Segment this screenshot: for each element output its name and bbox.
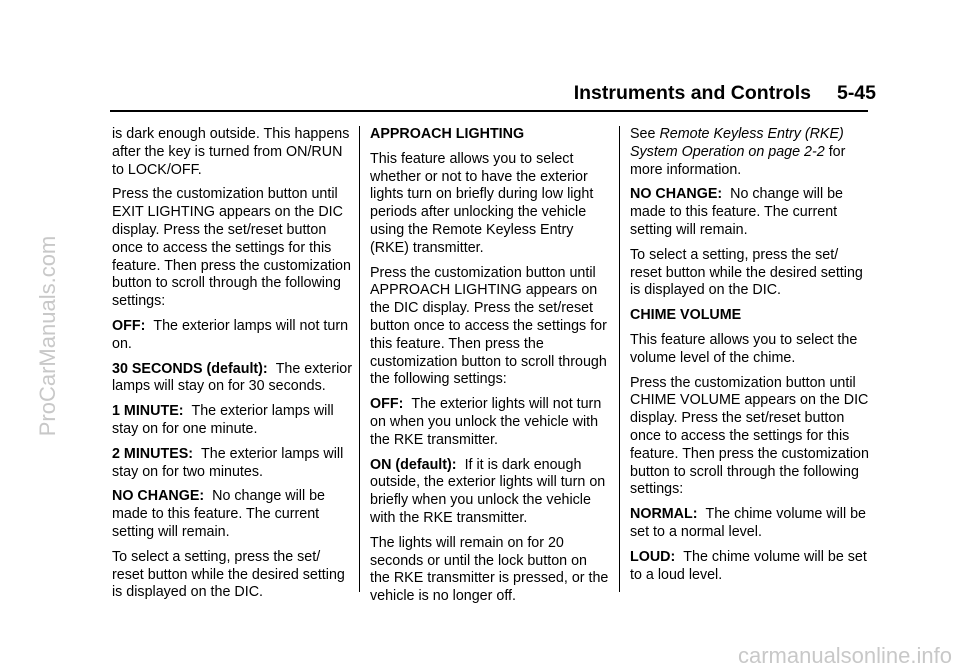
term-text: The exterior lights will not turn on when you unlock the vehicle with the RKE transmitter. (370, 396, 602, 448)
section-heading: CHIME VOLUME (630, 307, 742, 324)
setting-30-seconds (112, 361, 352, 397)
setting-2-minutes (112, 446, 352, 482)
term-text: The exterior lamps will stay on for one minute. (112, 403, 334, 437)
term-text: The exterior lamps will stay on for two minutes. (112, 445, 344, 480)
paragraph: This feature allows you to select whether or not to have the exterior lights turn on briefly during low light periods after unlocking the vehicle using the Remote Keyless Entry (RKE) transmitter. (370, 150, 594, 256)
term: NORMAL: (630, 506, 698, 523)
term-text: The exterior lamps will not turn on. (112, 317, 349, 352)
term: 2 MINUTES: (112, 445, 194, 462)
column-2 (370, 126, 610, 613)
section-title: Instruments and Controls (573, 82, 811, 104)
term-text: The chime volume will be set to a loud level. (630, 548, 867, 583)
paragraph: is dark enough outside. This happens after the key is turned from ON/RUN to LOCK/OFF. (112, 126, 350, 178)
cross-reference (630, 126, 870, 179)
setting-off (370, 396, 610, 449)
column-3 (630, 126, 870, 591)
term: ON (default): (370, 456, 457, 473)
setting-off (112, 318, 352, 354)
reference-link[interactable]: Remote Keyless Entry (RKE) System Operation on page 2-2 (630, 126, 844, 160)
paragraph: Press the customization button until APPROACH LIGHTING appears on the DIC display. Press the set/reset button once to access the settings for this feature. Then press the customization button to scroll through the following settings: (370, 264, 607, 388)
paragraph: Press the customization button until EXIT LIGHTING appears on the DIC display. Press the set/reset button once to access the settings for this feature. Then press the customization button to scroll through the following settings: (112, 186, 351, 310)
setting-on (370, 457, 610, 528)
column-divider-1 (359, 126, 360, 592)
term: 30 SECONDS (default): (112, 360, 268, 377)
see-label: See (630, 126, 656, 142)
setting-1-minute (112, 403, 352, 439)
setting-normal (630, 506, 870, 542)
section-heading: APPROACH LIGHTING (370, 126, 525, 142)
column-1 (112, 126, 352, 609)
term: OFF: (370, 396, 404, 413)
term-text: No change will be made to this feature. The current setting will remain. (112, 488, 325, 540)
term: NO CHANGE: (630, 186, 723, 203)
term: 1 MINUTE: (112, 403, 184, 420)
setting-no-change (630, 186, 870, 239)
term-text: The exterior lamps will stay on for 30 seconds. (112, 360, 352, 395)
paragraph: To select a setting, press the set/ reset button while the desired setting is displayed on the DIC. (112, 548, 345, 601)
bottom-watermark: carmanualsonline.info (737, 643, 952, 668)
term-text: No change will be made to this feature. The current setting will remain. (630, 186, 843, 238)
setting-no-change (112, 488, 352, 541)
term: NO CHANGE: (112, 488, 205, 505)
term: OFF: (112, 317, 146, 334)
term-text: The chime volume will be set to a normal level. (630, 506, 867, 540)
setting-loud (630, 549, 870, 585)
side-watermark: ProCarManuals.com (35, 235, 60, 437)
page-header (574, 82, 876, 105)
paragraph: The lights will remain on for 20 seconds or until the lock button on the RKE transmitter is pressed, or the vehicle is no longer off. (370, 534, 609, 605)
reference-tail: for more information. (630, 143, 846, 178)
header-rule (110, 110, 868, 112)
page-number: 5-45 (836, 82, 876, 104)
paragraph: This feature allows you to select the volume level of the chime. (630, 331, 858, 366)
paragraph: To select a setting, press the set/ reset button while the desired setting is displayed on the DIC. (630, 246, 863, 299)
paragraph: Press the customization button until CHIME VOLUME appears on the DIC display. Press the set/reset button once to access the settings for this feature. Then press the customization button to scroll through the following settings: (630, 374, 869, 498)
term: LOUD: (630, 548, 676, 565)
column-divider-2 (619, 126, 620, 592)
term-text: If it is dark enough outside, the exterior lights will turn on briefly when you unlock the vehicle with the RKE transmitter. (370, 456, 606, 526)
